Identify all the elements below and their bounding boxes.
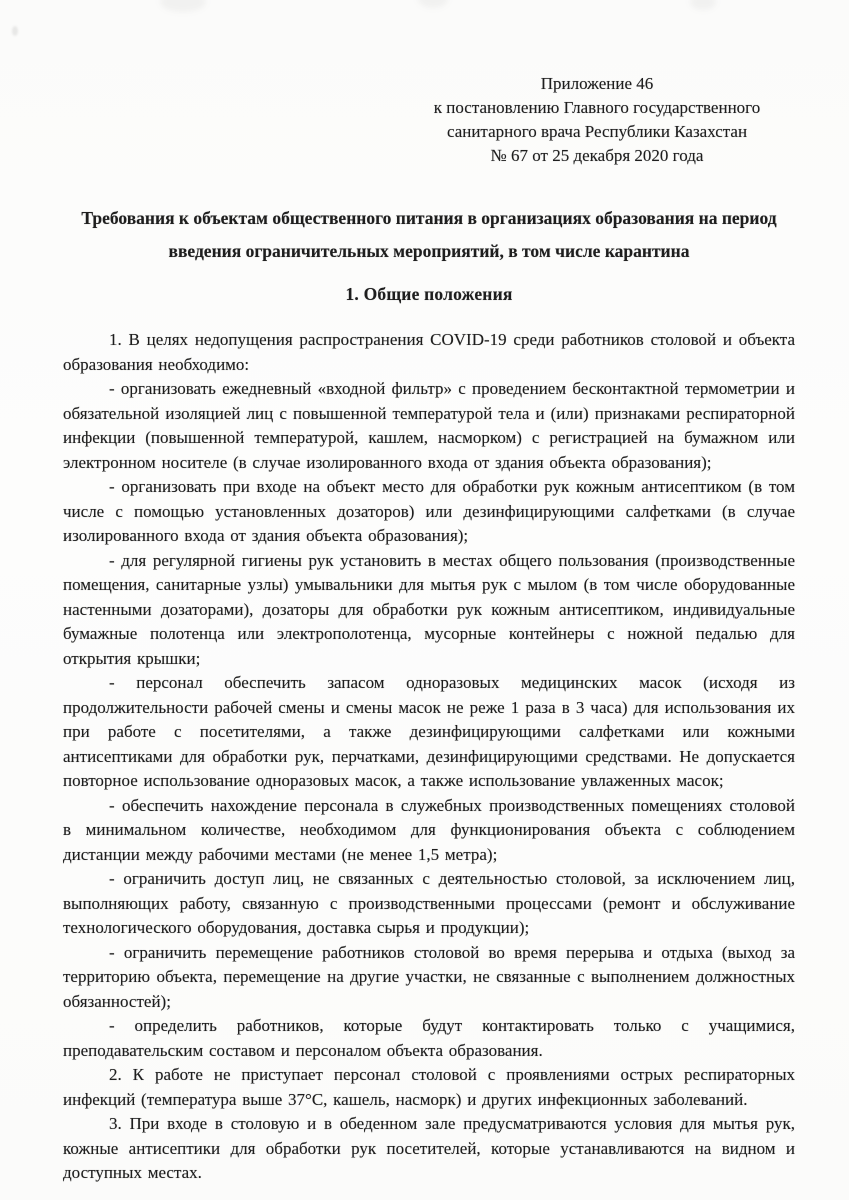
paragraph: 3. При входе в столовую и в обеденном зале предусматриваются условия для мытья рук, кожные антисептики для обработки рук посетителей, которые устанавливаются на видном и доступных местах. bbox=[63, 1114, 795, 1182]
paragraph: - обеспечить нахождение персонала в служебных производственных помещениях столовой в минимальном количестве, необходимом для функционирования объекта с соблюдением дистанции между рабочими местами (не менее 1,5 метра); bbox=[63, 795, 795, 864]
document-header bbox=[401, 72, 793, 168]
document-body bbox=[63, 328, 795, 1186]
paragraph: - персонал обеспечить запасом одноразовых медицинских масок (исходя из продолжительности рабочей смены и смены масок не реже 1 раза в 3 часа) для использования их при работе с посетителями, а также дезинфицирующими салфетками или кожными антисептиками для обработки рук, перчатками, дезинфицирующими средствами. Не допускается повторное использование одноразовых масок, а также использование увлаженных масок; bbox=[63, 673, 795, 790]
paragraph: - ограничить доступ лиц, не связанных с деятельностью столовой, за исключением лиц, выполняющих работу, связанную с производственными процессами (ремонт и обслуживание технологического оборудования, доставка сырья и продукции); bbox=[63, 869, 795, 937]
header-line-decree-number: № 67 от 25 декабря 2020 года bbox=[490, 146, 704, 165]
scan-artifact bbox=[12, 26, 18, 36]
scan-artifact bbox=[418, 0, 448, 8]
paragraph: - для регулярной гигиены рук установить в местах общего пользования (производственные помещения, санитарные узлы) умывальники для мытья рук с мылом (в том числе оборудованные настенными дозаторами), дозаторы для обработки рук кожным антисептиком, индивидуальные бумажные полотенца или электрополотенца, мусорные контейнеры с ножной педалью для открытия крышки; bbox=[63, 550, 795, 668]
paragraph: - определить работников, которые будут контактировать только с учащимися, преподавательским составом и персоналом объекта образования. bbox=[63, 1016, 795, 1060]
header-line: санитарного врача Республики Казахстан bbox=[446, 122, 748, 141]
scan-artifact bbox=[160, 0, 206, 12]
document-title: Требования к объектам общественного питания в организациях образования на период введения ограничительных мероприятий, в том числе карантина bbox=[81, 208, 777, 261]
header-line-appendix: Приложение 46 bbox=[540, 74, 654, 93]
section-heading: 1. Общие положения bbox=[345, 284, 513, 304]
paragraph: - ограничить перемещение работников столовой во время перерыва и отдыха (выход за территорию объекта, перемещение на другие участки, не связанные с выполнением должностных обязанностей); bbox=[63, 942, 795, 1011]
paragraph: 2. К работе не приступает персонал столовой с проявлениями острых респираторных инфекций (температура выше 37°С, кашель, насморк) и других инфекционных заболеваний. bbox=[63, 1065, 795, 1109]
paragraph: - организовать при входе на объект место для обработки рук кожным антисептиком (в том числе с помощью установленных дозаторов) или дезинфицирующими салфетками (в случае изолированного входа от здания объекта образования); bbox=[63, 477, 795, 545]
scan-artifact bbox=[690, 0, 716, 10]
paragraph: 1. В целях недопущения распространения COVID-19 среди работников столовой и объекта образования необходимо: bbox=[63, 330, 795, 374]
header-line: к постановлению Главного государственного bbox=[433, 98, 761, 117]
paragraph: - организовать ежедневный «входной фильтр» с проведением бесконтактной термометрии и обязательной изоляцией лиц с повышенной температурой тела и (или) признаками респираторной инфекции (повышенной температурой, кашлем, насморком) с регистрацией на бумажном или электронном носителе (в случае изолированного входа от здания объекта образования); bbox=[63, 379, 795, 472]
